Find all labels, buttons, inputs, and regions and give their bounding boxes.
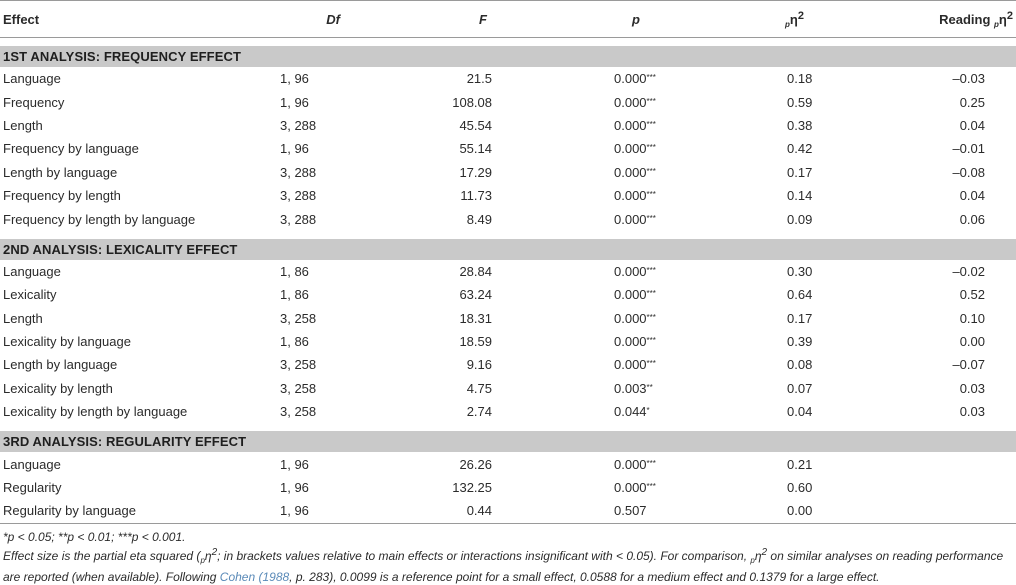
p-cell: 0.000*** [614,188,656,204]
f-cell: 28.84 [459,263,492,279]
f-cell: 17.29 [459,164,492,180]
header-row [0,1,1016,38]
significance-stars: *** [646,96,656,106]
eta-cell: 0.59 [787,94,813,110]
table-row [0,114,1016,137]
effect-size-note: Effect size is the partial eta squared ($_p\eta^2$; in brackets values relative to main effects or interactions insignificant with < 0.05). For comparison, $_p\eta^2$ on similar analyses on reading performance are reported (when available). Following Cohen (1988, p. 283), 0.0099 is a reference point for a small effect, 0.0588 for a medium effect and 0.1379 for a large effect. [3,547,1004,584]
reading-cell: 0.10 [959,310,985,326]
p-cell: 0.000*** [614,310,656,326]
col-header-df: Df [230,1,350,38]
reading-cell: 0.52 [959,287,985,303]
f-cell: 21.5 [466,71,492,87]
significance-stars: *** [646,336,656,346]
effect-cell: Lexicality by length by language [3,404,188,420]
reading-cell: –0.03 [952,71,985,87]
table-row [0,307,1016,330]
f-cell: 63.24 [459,287,492,303]
col-header-eta: $_p\eta^2$ [650,1,820,38]
effect-cell: Lexicality [3,287,57,303]
eta-cell: 0.17 [787,164,813,180]
table-row [0,137,1016,160]
df-cell: 1, 86 [280,287,309,303]
eta-cell: 0.18 [787,71,813,87]
reading-cell: 0.04 [959,117,985,133]
reading-cell [820,499,1016,523]
effect-cell: Regularity [3,480,62,496]
citation-link[interactable]: Cohen (1988 [219,570,290,584]
significance-stars: *** [646,166,656,176]
df-cell: 1, 96 [280,94,309,110]
section-title: 3RD ANALYSIS: REGULARITY EFFECT [0,431,1016,452]
reading-cell: –0.07 [952,357,985,373]
col-header-effect: Effect [0,1,230,38]
table-row [0,67,1016,90]
df-cell: 3, 258 [280,357,317,373]
df-cell: 1, 96 [280,141,309,157]
effect-cell: Length by language [3,164,118,180]
significance-stars: *** [646,190,656,200]
f-cell: 55.14 [459,141,492,157]
df-cell: 3, 258 [280,404,317,420]
section-title: 2ND ANALYSIS: LEXICALITY EFFECT [0,239,1016,260]
eta-cell: 0.17 [787,310,813,326]
f-cell: 11.73 [460,188,492,204]
effect-cell: Length by language [3,357,118,373]
df-cell: 1, 86 [280,334,309,350]
df-cell: 3, 288 [280,164,317,180]
f-cell: 0.44 [350,499,495,523]
f-cell: 18.59 [459,334,492,350]
effect-cell: Length [3,117,43,133]
p-cell: 0.000*** [614,164,656,180]
effect-cell: Frequency by length by language [3,211,196,227]
p-cell: 0.000*** [614,71,656,87]
significance-stars: *** [646,119,656,129]
col-header-p: p [495,1,650,38]
table-row [0,353,1016,376]
p-cell: 0.044* [614,404,650,420]
section-header [0,431,1016,452]
table-row [0,499,1016,523]
eta-cell: 0.04 [787,404,813,420]
table-row [0,184,1016,207]
col-header-reading: Reading $_p\eta^2$ [820,1,1016,38]
significance-stars: *** [646,73,656,83]
eta-cell: 0.09 [787,211,813,227]
p-cell: 0.000*** [614,211,656,227]
reading-cell: 0.03 [959,404,985,420]
table-row [0,400,1016,423]
significance-stars: *** [646,289,656,299]
f-cell: 26.26 [459,456,492,472]
effect-cell: Language [3,263,61,279]
reading-cell: –0.01 [952,141,985,157]
significance-stars: * [646,406,650,416]
effect-cell: Language [3,71,61,87]
col-header-f: F [350,1,495,38]
table-row [0,330,1016,353]
table-row [0,283,1016,306]
eta-cell: 0.60 [787,480,813,496]
p-cell: 0.000*** [614,334,656,350]
df-cell: 3, 288 [280,188,317,204]
effect-cell: Language [3,456,61,472]
eta-cell: 0.38 [787,117,813,133]
significance-stars: *** [646,482,656,492]
table-body [0,38,1016,524]
eta-cell: 0.14 [787,188,813,204]
df-cell: 1, 96 [230,499,350,523]
significance-stars: *** [646,265,656,275]
p-cell: 0.003** [614,380,653,396]
significance-stars: *** [646,143,656,153]
reading-cell: 0.25 [959,94,985,110]
eta-cell: 0.39 [787,334,813,350]
df-cell: 3, 288 [280,117,317,133]
table-row [0,476,1016,499]
effect-cell: Frequency [3,94,65,110]
significance-stars: *** [646,312,656,322]
eta-cell: 0.21 [787,456,813,472]
eta-cell: 0.64 [787,287,813,303]
section-header [0,239,1016,260]
p-cell: 0.000*** [614,117,656,133]
reading-cell: 0.06 [959,211,985,227]
significance-stars: ** [646,382,653,392]
f-cell: 132.25 [452,480,492,496]
table-row [0,207,1016,230]
p-cell: 0.000*** [614,141,656,157]
f-cell: 9.16 [466,357,492,373]
p-cell: 0.000*** [614,94,656,110]
p-cell: 0.507 [495,499,650,523]
eta-cell: 0.30 [787,263,813,279]
effect-cell: Frequency by language [3,141,139,157]
df-cell: 3, 288 [280,211,317,227]
reading-cell: –0.02 [952,263,985,279]
effect-cell: Frequency by length [3,188,121,204]
table-row [0,260,1016,283]
p-cell: 0.000*** [614,287,656,303]
reading-cell [820,452,1016,475]
df-cell: 1, 96 [280,71,309,87]
significance-note: *p < 0.05; **p < 0.01; ***p < 0.001. [3,530,186,544]
eta-cell: 0.07 [787,380,813,396]
df-cell: 3, 258 [280,380,317,396]
significance-stars: *** [646,359,656,369]
df-cell: 1, 96 [280,480,309,496]
table-row [0,161,1016,184]
table-row [0,90,1016,113]
df-cell: 1, 86 [280,263,309,279]
reading-cell: 0.00 [959,334,985,350]
eta-cell: 0.08 [787,357,813,373]
f-cell: 45.54 [459,117,492,133]
f-cell: 8.49 [466,211,492,227]
eta-cell: 0.42 [787,141,813,157]
effect-cell: Length [3,310,43,326]
eta-cell: 0.00 [650,499,820,523]
p-cell: 0.000*** [614,357,656,373]
f-cell: 18.31 [459,310,492,326]
p-cell: 0.000*** [614,456,656,472]
p-cell: 0.000*** [614,480,656,496]
reading-cell: –0.08 [952,164,985,180]
significance-stars: *** [646,458,656,468]
section-title: 1ST ANALYSIS: FREQUENCY EFFECT [0,46,1016,67]
f-cell: 2.74 [466,404,492,420]
f-cell: 108.08 [452,94,492,110]
p-cell: 0.000*** [614,263,656,279]
section-header [0,46,1016,67]
significance-stars: *** [646,213,656,223]
df-cell: 1, 96 [280,456,309,472]
reading-cell [820,476,1016,499]
reading-cell: 0.04 [959,188,985,204]
effect-cell: Lexicality by length [3,380,113,396]
table-row [0,452,1016,475]
table-row [0,377,1016,400]
effect-cell: Lexicality by language [3,334,131,350]
table-notes [3,529,1015,585]
f-cell: 4.75 [466,380,492,396]
df-cell: 3, 258 [280,310,317,326]
effect-cell: Regularity by language [0,499,230,523]
reading-cell: 0.03 [959,380,985,396]
